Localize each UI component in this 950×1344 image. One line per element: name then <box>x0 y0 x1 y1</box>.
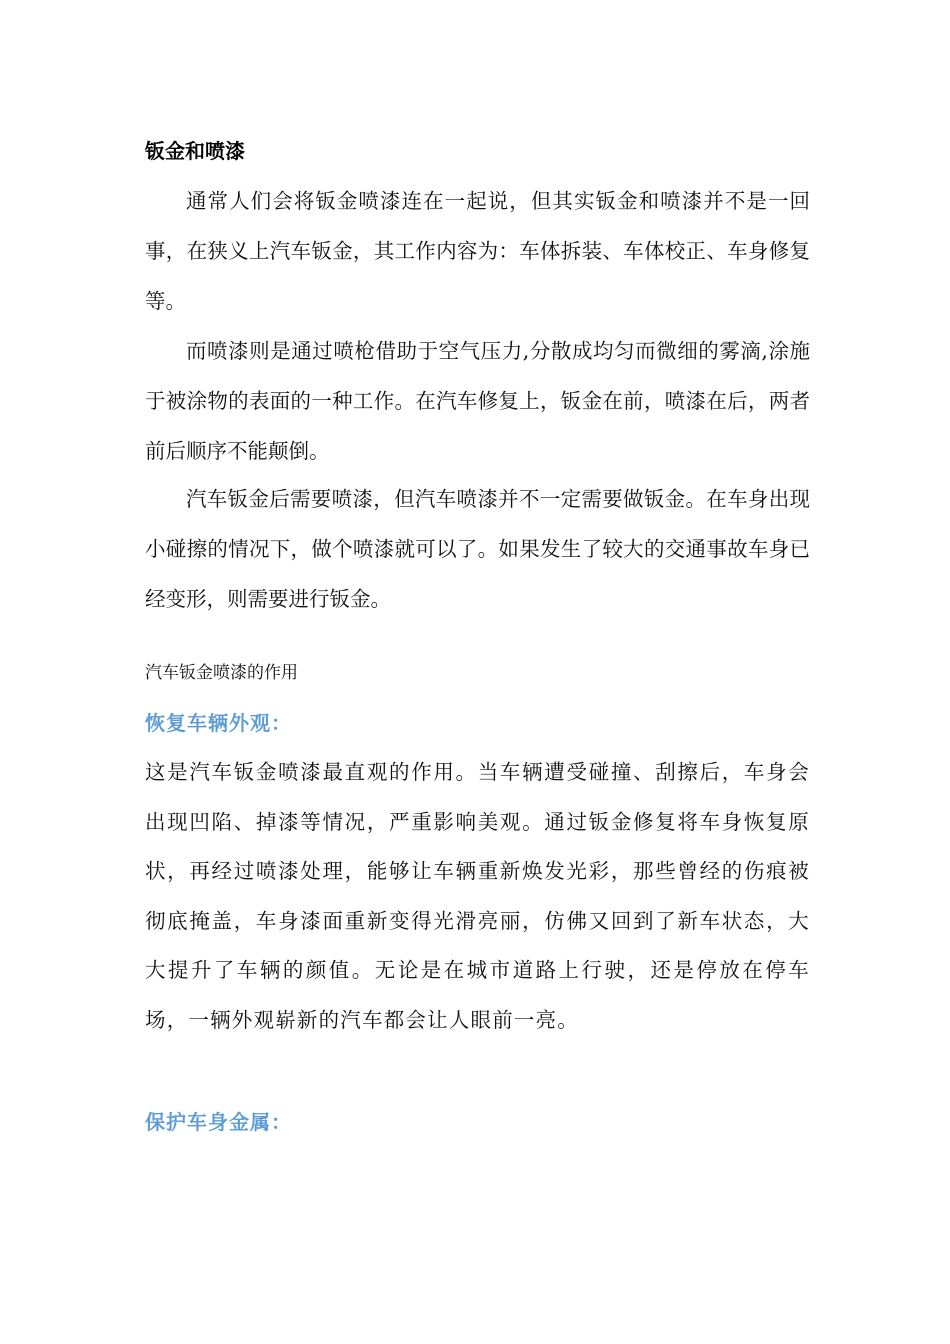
section-heading: 汽车钣金喷漆的作用 <box>145 663 298 683</box>
restore-appearance-body: 这是汽车钣金喷漆最直观的作用。当车辆遭受碰撞、刮擦后，车身会出现凹陷、掉漆等情况，严重影响美观。通过钣金修复将车身恢复原状，再经过喷漆处理，能够让车辆重新焕发光彩，那些曾经的伤痕被彻底掩盖，车身漆面重新变得光滑亮丽，仿佛又回到了新车状态，大大提升了车辆的颜值。无论是在城市道路上行驶，还是停放在停车场，一辆外观崭新的汽车都会让人眼前一亮。 <box>145 760 810 1032</box>
paragraph-1: 通常人们会将钣金喷漆连在一起说，但其实钣金和喷漆并不是一回事，在狭义上汽车钣金，其工作内容为：车体拆装、车体校正、车身修复等。 <box>145 189 810 313</box>
paragraph-2: 而喷漆则是通过喷枪借助于空气压力,分散成均匀而微细的雾滴,涂施于被涂物的表面的一种工作。在汽车修复上，钣金在前，喷漆在后，两者前后顺序不能颠倒。 <box>145 339 810 463</box>
restore-appearance-heading: 恢复车辆外观： <box>145 711 292 735</box>
document-title: 钣金和喷漆 <box>145 139 245 163</box>
paragraph-3: 汽车钣金后需要喷漆，但汽车喷漆并不一定需要做钣金。在车身出现小碰擦的情况下，做个喷漆就可以了。如果发生了较大的交通事故车身已经变形，则需要进行钣金。 <box>145 487 810 611</box>
protect-metal-heading: 保护车身金属： <box>145 1110 292 1134</box>
